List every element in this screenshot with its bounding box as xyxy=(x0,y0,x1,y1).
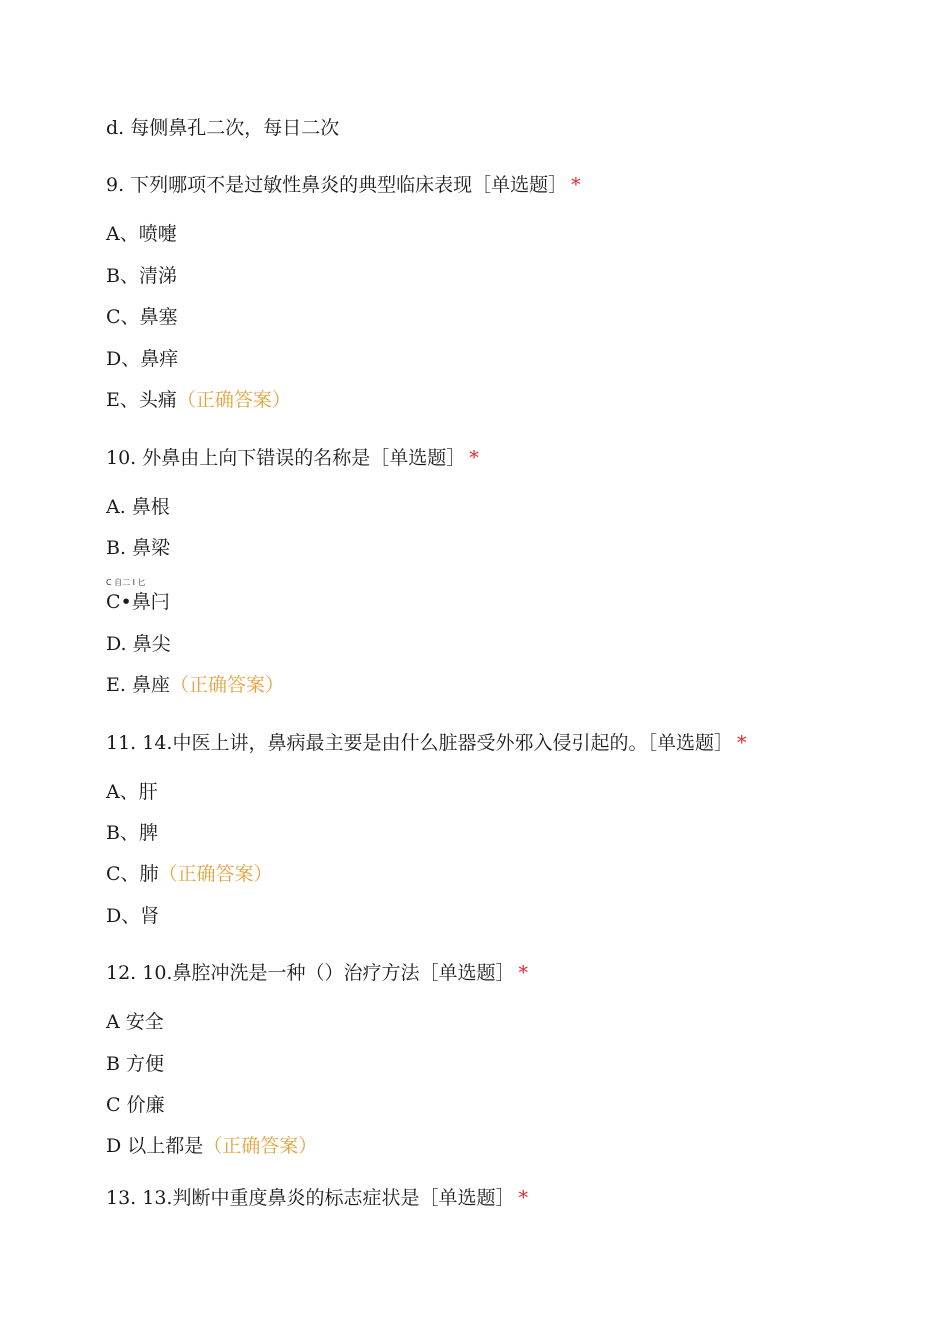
correct-answer-mark: （正确答案） xyxy=(176,389,291,411)
q10-option-b xyxy=(106,536,170,560)
question-text: 10. 外鼻由上向下错误的名称是［单选题］ xyxy=(106,447,466,469)
option-text: D 以上都是 xyxy=(106,1135,204,1157)
question-9-title xyxy=(106,173,581,197)
q10-option-e xyxy=(106,673,284,697)
option-text: E、头痛 xyxy=(106,389,177,411)
option-text: D、肾 xyxy=(106,905,160,927)
option-text: C 价廉 xyxy=(106,1094,165,1116)
option-text: D、鼻痒 xyxy=(106,348,179,370)
question-11-title xyxy=(106,731,746,755)
option-text: D. 鼻尖 xyxy=(106,633,171,655)
option-text: C、鼻塞 xyxy=(106,306,178,328)
option-text: A. 鼻根 xyxy=(106,496,170,518)
question-text: 13. 13.判断中重度鼻炎的标志症状是［单选题］ xyxy=(106,1187,515,1209)
q12-option-a xyxy=(106,1010,164,1034)
q11-option-a xyxy=(106,780,158,804)
q9-option-d xyxy=(106,347,178,371)
option-text: A、喷嚏 xyxy=(106,223,177,245)
question-13-title xyxy=(106,1186,528,1210)
correct-answer-mark: （正确答案） xyxy=(158,863,273,885)
required-star: * xyxy=(736,732,747,754)
q10-tiny-note: C 自二 I 匕 xyxy=(106,578,146,587)
q10-option-a xyxy=(106,495,170,519)
option-text: B、脾 xyxy=(106,822,158,844)
required-star: * xyxy=(518,1187,528,1209)
q9-option-a xyxy=(106,222,177,246)
question-text: 12. 10.鼻腔冲洗是一种（）治疗方法［单选题］ xyxy=(106,962,515,984)
required-star: * xyxy=(469,447,479,469)
option-text: C、肺 xyxy=(106,863,159,885)
question-10-title xyxy=(106,446,479,470)
required-star: * xyxy=(571,174,581,196)
q10-option-d xyxy=(106,632,171,656)
option-text: C•鼻闩 xyxy=(106,591,170,613)
q9-option-e xyxy=(106,388,291,412)
question-text: 9. 下列哪项不是过敏性鼻炎的典型临床表现［单选题］ xyxy=(106,174,568,196)
question-text: 11. 14.中医上讲，鼻病最主要是由什么脏器受外邪入侵引起的。［单选题］ xyxy=(106,732,733,754)
option-text: A、肝 xyxy=(106,781,158,803)
required-star: * xyxy=(518,962,528,984)
correct-answer-mark: （正确答案） xyxy=(169,674,284,696)
q11-option-c xyxy=(106,862,273,886)
option-text: B 方便 xyxy=(106,1053,165,1075)
option-text: B. 鼻梁 xyxy=(106,537,171,559)
q10-option-c xyxy=(106,590,170,614)
q12-option-d xyxy=(106,1134,317,1158)
option-text: A 安全 xyxy=(106,1011,164,1033)
q9-option-c xyxy=(106,305,178,329)
option-text: d. 每侧鼻孔二次，每日二次 xyxy=(106,117,340,139)
q11-option-d xyxy=(106,904,159,928)
option-text: E. 鼻座 xyxy=(106,674,170,696)
q11-option-b xyxy=(106,821,158,845)
prev-option-d xyxy=(106,116,339,140)
q9-option-b xyxy=(106,264,177,288)
q12-option-b xyxy=(106,1052,164,1076)
correct-answer-mark: （正确答案） xyxy=(203,1135,318,1157)
option-text: B、清涕 xyxy=(106,265,177,287)
q12-option-c xyxy=(106,1093,165,1117)
question-12-title xyxy=(106,961,528,985)
